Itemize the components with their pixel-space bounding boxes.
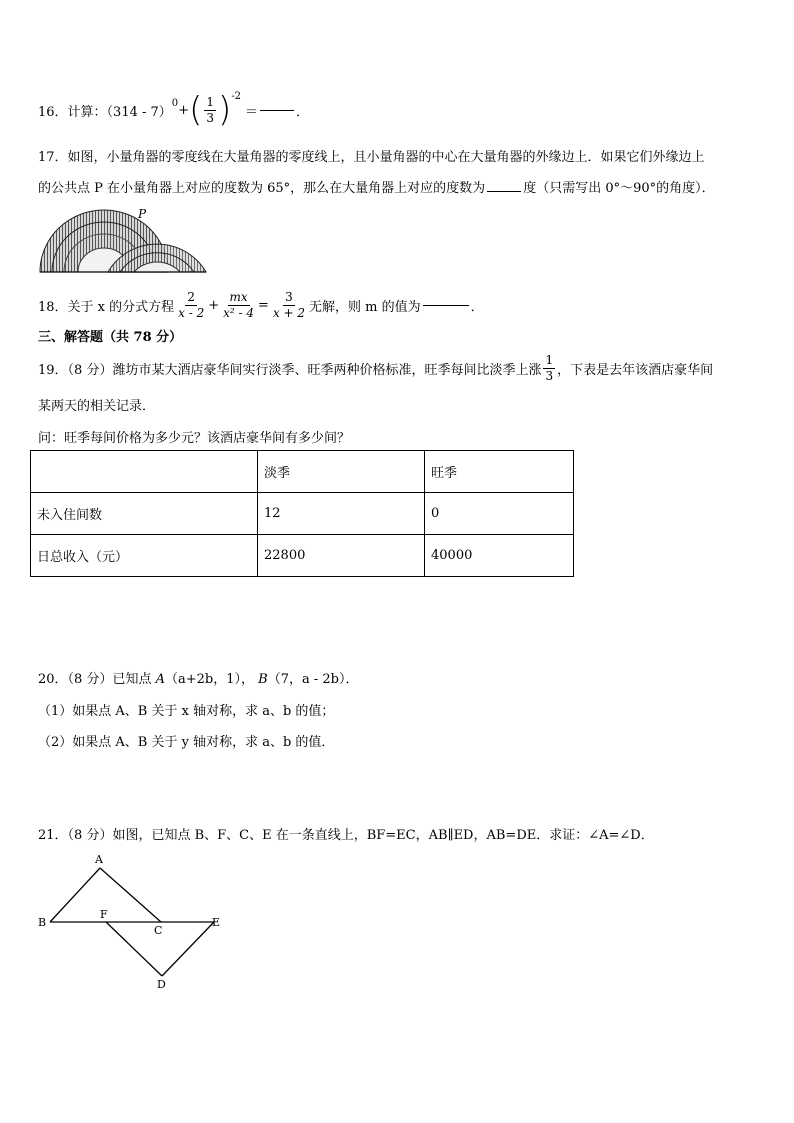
q18-answer-blank (423, 304, 469, 306)
q20-sub2: （2）如果点 A、B 关于 y 轴对称，求 a、b 的值． (38, 735, 335, 750)
q16-left-paren: ( (189, 90, 203, 130)
table-header-cell: 淡季 (258, 451, 425, 493)
q20-coord-a: （a+2b，1）， (164, 672, 254, 687)
q20-point-b: B (258, 672, 268, 687)
q16-plus: + (178, 102, 190, 118)
label-d: D (157, 978, 166, 990)
q20-point-a: A (155, 672, 165, 687)
q18-fraction-1 (176, 290, 206, 321)
table-cell: 未入住间数 (31, 493, 258, 535)
q18-fraction-2 (221, 290, 256, 321)
q18-prefix: 18．关于 x 的分式方程 (38, 299, 175, 315)
q21-geometry-figure (36, 850, 226, 990)
table-row (31, 493, 574, 535)
table-header-cell: 旺季 (425, 451, 574, 493)
q19-line1 (38, 350, 713, 386)
q19-line1-text-b: ，下表是去年该酒店豪华间 (557, 362, 714, 378)
q20-coord-b: （7，a - 2b）． (267, 672, 359, 687)
q18-plus: + (208, 297, 220, 313)
label-e: E (212, 916, 221, 929)
label-a: A (95, 853, 103, 866)
q16-frac-num: 1 (206, 94, 214, 109)
table-header-cell (31, 451, 258, 493)
segment-de (162, 922, 214, 976)
q16-exponent-zero: 0 (171, 97, 179, 109)
q18-f1-num: 2 (187, 289, 195, 304)
q18-equals: = (258, 297, 269, 313)
q18-fraction-3 (271, 290, 307, 321)
question-18 (38, 287, 484, 323)
q18-f1-den: x - 2 (178, 305, 205, 320)
q17-answer-blank (487, 190, 521, 192)
table-cell: 0 (425, 493, 574, 535)
q16-fraction (204, 95, 216, 126)
label-b: B (38, 916, 47, 929)
q17-line1: 17．如图，小量角器的零度线在大量角器的零度线上，且小量角器的中心在大量角器的外缘边上．如果它们外缘边上 (38, 150, 705, 165)
q18-f3-den: x + 2 (272, 305, 306, 320)
label-c: C (154, 924, 163, 937)
q16-equals: ＝ (245, 104, 259, 120)
q16-frac-den: 3 (206, 110, 214, 125)
q16-answer-blank (260, 109, 294, 111)
q18-f2-den: x² - 4 (223, 305, 255, 320)
q16-period: ． (296, 104, 310, 120)
q19-table (30, 450, 574, 577)
segment-ab (50, 868, 100, 922)
q19-line2: 某两天的相关记录． (38, 399, 156, 414)
protractor-figure (38, 206, 208, 274)
q17-line2-text-a: 的公共点 P 在小量角器上对应的度数为 65°，那么在大量角器上对应的度数为 (38, 181, 486, 196)
q20-sub1: （1）如果点 A、B 关于 x 轴对称，求 a、b 的值； (38, 704, 335, 719)
q19-question: 问：旺季每间价格为多少元？该酒店豪华间有多少间？ (38, 431, 351, 446)
segment-ac (100, 868, 161, 922)
table-row (31, 535, 574, 577)
q18-f3-num: 3 (285, 289, 293, 304)
protractor-label-p: P (138, 207, 147, 221)
table-cell: 22800 (258, 535, 425, 577)
question-16 (38, 92, 309, 128)
q17-line2-text-b: 度（只需写出 0°～90°的角度）． (523, 181, 715, 196)
table-cell: 日总收入（元） (31, 535, 258, 577)
label-f: F (100, 908, 108, 921)
q16-right-paren: ) (217, 90, 232, 130)
table-cell: 12 (258, 493, 425, 535)
q16-prefix: 16．计算：（314 - 7） (38, 104, 172, 120)
q19-frac-num: 1 (545, 352, 554, 367)
q18-period: ． (470, 299, 484, 315)
q19-line1-text-a: 19．（8 分）潍坊市某大酒店豪华间实行淡季、旺季两种价格标准，旺季每间比淡季上涨 (38, 362, 542, 378)
q18-suffix: 无解，则 m 的值为 (309, 299, 421, 315)
q18-f2-num: mx (229, 289, 248, 304)
q20-text: 20．（8 分）已知点 (38, 672, 152, 687)
q19-frac-den: 3 (545, 368, 554, 383)
section-title: 三、解答题（共 78 分） (38, 330, 183, 345)
q17-line2 (38, 177, 715, 196)
table-cell: 40000 (425, 535, 574, 577)
q21-line: 21．（8 分）如图，已知点 B、F、C、E 在一条直线上，BF=EC，AB∥ED，AB=DE．求证：∠A=∠D． (38, 828, 654, 843)
table-header-row (31, 451, 574, 493)
q20-line1 (38, 668, 358, 687)
q19-fraction (543, 353, 555, 384)
q16-exponent: -2 (231, 90, 241, 102)
